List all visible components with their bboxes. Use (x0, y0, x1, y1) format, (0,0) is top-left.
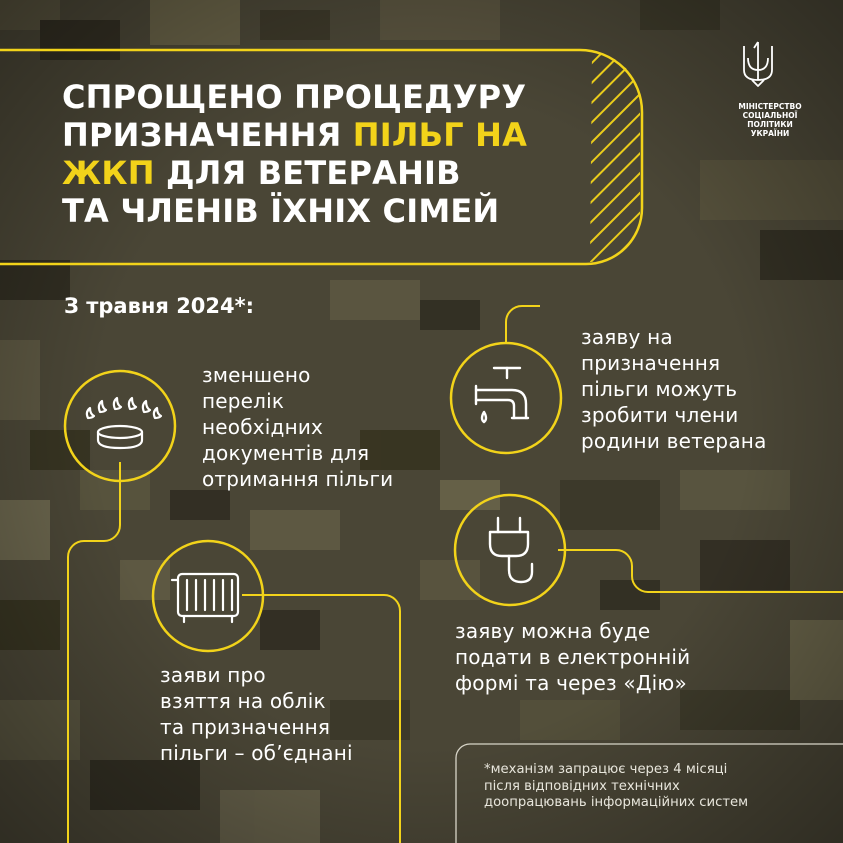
trident-icon (738, 40, 778, 88)
text-line: призначення (581, 351, 721, 375)
ministry-name-line: МІНІСТЕРСТВО (738, 102, 802, 111)
text-line: пільги можуть (581, 377, 738, 401)
text-line: перелік (202, 389, 285, 413)
title-line: ПРИЗНАЧЕННЯ (62, 116, 353, 154)
gas-burner-icon (60, 366, 180, 486)
text-line: формі та через «Дію» (455, 671, 687, 695)
text-line: та призначення (160, 715, 331, 739)
title-line: ДЛЯ ВЕТЕРАНІВ (154, 154, 461, 192)
ministry-name (728, 102, 812, 138)
title-line: ТА ЧЛЕНІВ ЇХНІХ СІМЕЙ (62, 192, 500, 230)
ministry-name-line: СОЦІАЛЬНОЇ ПОЛІТИКИ (742, 111, 798, 129)
text-line: заяву на (581, 325, 673, 349)
title-highlight: ПІЛЬГ НА (352, 116, 528, 154)
text-line: заяви про (160, 663, 266, 687)
date-heading: З травня 2024*: (64, 294, 255, 318)
footnote-line: після відповідних технічних (484, 778, 680, 794)
text-line: зменшено (202, 363, 311, 387)
benefit-text-combined-applications (160, 662, 400, 766)
benefit-text-electronic-form (455, 618, 755, 696)
footnote (484, 762, 814, 812)
text-line: пільги – об’єднані (160, 741, 353, 765)
text-line: подати в електронній (455, 645, 691, 669)
text-line: родини ветерана (581, 429, 767, 453)
footnote-line: *механізм запрацює через 4 місяці (484, 762, 728, 777)
benefit-text-family-members (581, 324, 821, 454)
radiator-icon (148, 536, 268, 656)
text-line: взяття на облік (160, 689, 326, 713)
benefit-text-documents (202, 362, 442, 492)
page-title (62, 78, 582, 230)
electric-plug-icon (450, 490, 570, 610)
text-line: необхідних (202, 415, 324, 439)
title-highlight: ЖКП (62, 154, 155, 192)
water-tap-icon (446, 338, 566, 458)
text-line: отримання пільги (202, 467, 394, 491)
ministry-name-line: УКРАЇНИ (750, 129, 790, 138)
text-line: заяву можна буде (455, 619, 651, 643)
footnote-line: доопрацювань інформаційних систем (484, 795, 749, 810)
text-line: зробити члени (581, 403, 739, 427)
text-line: документів для (202, 441, 370, 465)
title-line: СПРОЩЕНО ПРОЦЕДУРУ (62, 78, 527, 116)
title-frame-hatch (590, 52, 640, 262)
